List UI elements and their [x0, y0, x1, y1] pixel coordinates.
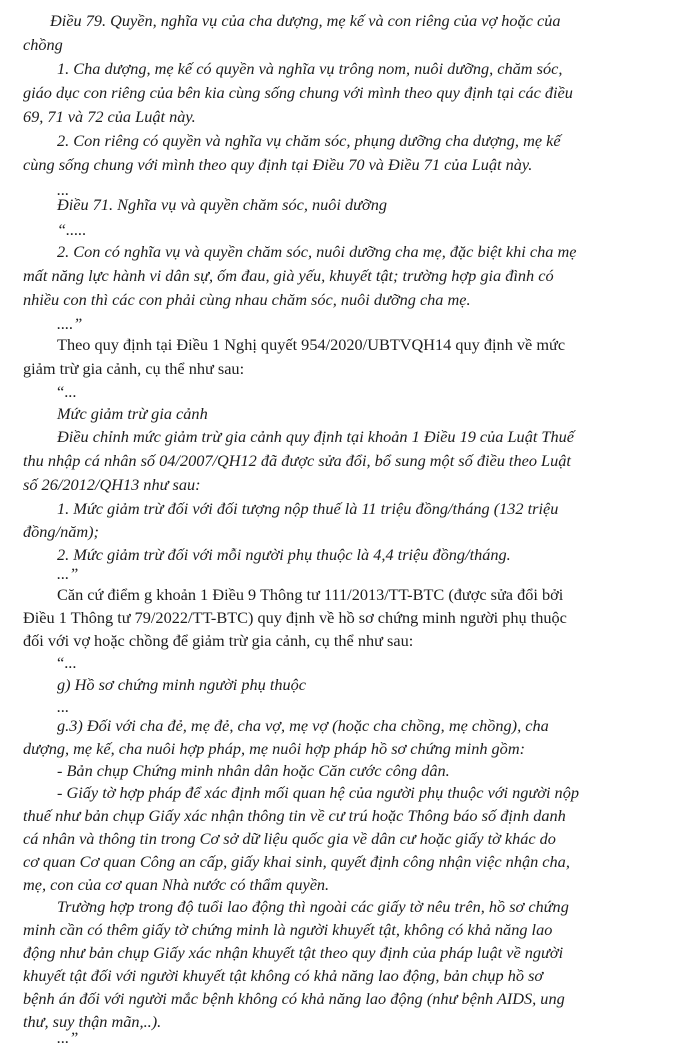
paragraph-line: 1. Cha dượng, mẹ kế có quyền và nghĩa vụ trông nom, nuôi dưỡng, chăm sóc,	[57, 59, 563, 78]
paragraph-line: nhiều con thì các con phải cùng nhau chăm sóc, nuôi dưỡng cha mẹ.	[23, 290, 471, 309]
paragraph-line: thư, suy thận mãn,..).	[23, 1012, 162, 1031]
paragraph-line: số 26/2012/QH13 như sau:	[23, 475, 201, 494]
paragraph-line: Điều 1 Thông tư 79/2022/TT-BTC) quy định về hồ sơ chứng minh người phụ thuộc	[23, 608, 567, 627]
list-item: - Bản chụp Chứng minh nhân dân hoặc Căn cước công dân.	[57, 761, 450, 780]
article-79-heading-cont: chồng	[23, 35, 63, 54]
paragraph-line: đối với vợ hoặc chồng để giảm trừ gia cảnh, cụ thể như sau:	[23, 631, 414, 650]
paragraph-line: 2. Mức giảm trừ đối với mỗi người phụ thuộc là 4,4 triệu đồng/tháng.	[57, 545, 511, 564]
paragraph-line: g.3) Đối với cha đẻ, mẹ đẻ, cha vợ, mẹ vợ (hoặc cha chồng, mẹ chồng), cha	[57, 716, 549, 735]
paragraph-line: bệnh án đối với người mắc bệnh không có khả năng lao động (như bệnh AIDS, ung	[23, 989, 565, 1008]
section-heading: Mức giảm trừ gia cảnh	[57, 404, 208, 423]
paragraph-line: 2. Con riêng có quyền và nghĩa vụ chăm sóc, phụng dưỡng cha dượng, mẹ kế	[57, 131, 561, 150]
quote-close: ....”	[57, 314, 83, 333]
paragraph-line: 2. Con có nghĩa vụ và quyền chăm sóc, nuôi dưỡng cha mẹ, đặc biệt khi cha mẹ	[57, 242, 577, 261]
paragraph-line: giáo dục con riêng của bên kia cùng sống chung với mình theo quy định tại các điều	[23, 83, 573, 102]
paragraph-line: 1. Mức giảm trừ đối với đối tượng nộp thuế là 11 triệu đồng/tháng (132 triệu	[57, 499, 559, 518]
ellipsis: ...	[57, 697, 70, 716]
paragraph-line: cùng sống chung với mình theo quy định tại Điều 70 và Điều 71 của Luật này.	[23, 155, 533, 174]
article-71-heading: Điều 71. Nghĩa vụ và quyền chăm sóc, nuôi dưỡng	[57, 195, 388, 214]
paragraph-line: mẹ, con của cơ quan Nhà nước có thẩm quyền.	[23, 875, 330, 894]
paragraph-line: Căn cứ điểm g khoản 1 Điều 9 Thông tư 111/2013/TT-BTC (được sửa đổi bởi	[57, 585, 564, 604]
quote-open: “...	[57, 653, 77, 672]
paragraph-line: động như bản chụp Giấy xác nhận khuyết tật theo quy định của pháp luật về người	[23, 943, 564, 962]
paragraph-line: giảm trừ gia cảnh, cụ thể như sau:	[23, 359, 245, 378]
list-item: - Giấy tờ hợp pháp để xác định mối quan hệ của người phụ thuộc với người nộp	[57, 783, 579, 802]
paragraph-line: thuế như bản chụp Giấy xác nhận thông tin về cư trú hoặc Thông báo số định danh	[23, 806, 566, 825]
paragraph-line: thu nhập cá nhân số 04/2007/QH12 đã được sửa đổi, bổ sung một số điều theo Luật	[23, 451, 571, 470]
quote-close: ...”	[57, 1028, 79, 1047]
article-79-heading: Điều 79. Quyền, nghĩa vụ của cha dượng, mẹ kế và con riêng của vợ hoặc của	[50, 11, 561, 30]
quote-open: “...	[57, 382, 77, 401]
section-heading: g) Hồ sơ chứng minh người phụ thuộc	[57, 675, 307, 694]
quote-open: “.....	[57, 220, 87, 239]
paragraph-line: khuyết tật đối với người khuyết tật không có khả năng lao động, bản chụp hồ sơ	[23, 966, 544, 985]
paragraph-line: cá nhân và thông tin trong Cơ sở dữ liệu quốc gia về dân cư hoặc giấy tờ khác do	[23, 829, 556, 848]
paragraph-line: 69, 71 và 72 của Luật này.	[23, 107, 196, 126]
paragraph-line: mất năng lực hành vi dân sự, ốm đau, già yếu, khuyết tật; trường hợp gia đình có	[23, 266, 554, 285]
paragraph-line: Điều chỉnh mức giảm trừ gia cảnh quy định tại khoản 1 Điều 19 của Luật Thuế	[57, 427, 574, 446]
paragraph-line: minh cần có thêm giấy tờ chứng minh là người khuyết tật, không có khả năng lao	[23, 920, 553, 939]
paragraph-line: dượng, mẹ kế, cha nuôi hợp pháp, mẹ nuôi hợp pháp hồ sơ chứng minh gồm:	[23, 739, 525, 758]
quote-close: ...”	[57, 564, 79, 583]
paragraph-line: cơ quan Cơ quan Công an cấp, giấy khai sinh, quyết định công nhận việc nhận cha,	[23, 852, 570, 871]
paragraph-line: đồng/năm);	[23, 522, 99, 541]
ellipsis: ...	[57, 180, 70, 199]
paragraph-line: Theo quy định tại Điều 1 Nghị quyết 954/2020/UBTVQH14 quy định về mức	[57, 335, 566, 354]
paragraph-line: Trường hợp trong độ tuổi lao động thì ngoài các giấy tờ nêu trên, hồ sơ chứng	[57, 897, 569, 916]
